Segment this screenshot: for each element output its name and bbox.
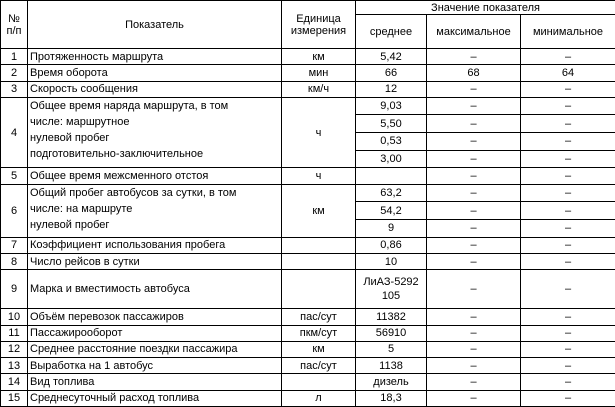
- row-label: Скорость сообщения: [28, 81, 282, 97]
- table-row: [1, 374, 615, 390]
- value-min: –: [521, 325, 615, 341]
- value-min: –: [521, 309, 615, 325]
- row-number: 3: [1, 81, 28, 97]
- value-min: –: [521, 374, 615, 390]
- value-max: –: [427, 341, 521, 357]
- row-label: Число рейсов в сутки: [28, 253, 282, 269]
- row-unit: [282, 374, 356, 390]
- value-min: –: [521, 270, 615, 309]
- value-min: –: [521, 390, 615, 406]
- row-unit: км/ч: [282, 81, 356, 97]
- table-row: [1, 390, 615, 406]
- table-row: [1, 270, 615, 309]
- value-avg: 66: [356, 65, 427, 81]
- table-body: [1, 49, 615, 407]
- row-label: Объём перевозок пассажиров: [28, 309, 282, 325]
- table-row: [1, 325, 615, 341]
- value-min: –: [521, 358, 615, 374]
- row-label: Среднее расстояние поездки пассажира: [28, 341, 282, 357]
- row-label-line: Общий пробег автобусов за сутки, в том: [30, 186, 237, 199]
- value-avg: 1138: [356, 358, 427, 374]
- header-max: максимальное: [427, 15, 521, 49]
- value-avg: 63,2: [356, 184, 427, 202]
- row-unit: км: [282, 341, 356, 357]
- value-min: –: [521, 49, 615, 65]
- row-number: 14: [1, 374, 28, 390]
- value-avg: 18,3: [356, 390, 427, 406]
- value-avg: [356, 270, 427, 309]
- value-min: –: [521, 184, 615, 202]
- value-avg: дизель: [356, 374, 427, 390]
- row-unit: мин: [282, 65, 356, 81]
- value-min: 64: [521, 65, 615, 81]
- value-max: –: [427, 133, 521, 151]
- row-label: Вид топлива: [28, 374, 282, 390]
- value-max: –: [427, 202, 521, 220]
- row-number: 6: [1, 184, 28, 237]
- row-label-line: подготовительно-заключительное: [30, 147, 204, 160]
- value-avg: 5: [356, 341, 427, 357]
- table-row: [1, 49, 615, 65]
- value-max: –: [427, 219, 521, 237]
- value-avg: 5,50: [356, 115, 427, 133]
- row-number: 12: [1, 341, 28, 357]
- row-label: Выработка на 1 автобус: [28, 358, 282, 374]
- value-avg: 0,86: [356, 237, 427, 253]
- table-row: [1, 358, 615, 374]
- header-value-group: Значение показателя: [356, 1, 615, 15]
- header-indicator: Показатель: [28, 1, 282, 49]
- value-avg: 9: [356, 219, 427, 237]
- header-avg: среднее: [356, 15, 427, 49]
- value-max: –: [427, 374, 521, 390]
- value-avg: 9,03: [356, 97, 427, 115]
- row-unit: [282, 237, 356, 253]
- table-row: [1, 81, 615, 97]
- value-avg: 12: [356, 81, 427, 97]
- value-min: –: [521, 133, 615, 151]
- value-avg: 3,00: [356, 150, 427, 168]
- value-avg: 56910: [356, 325, 427, 341]
- row-number: 2: [1, 65, 28, 81]
- value-max: –: [427, 97, 521, 115]
- row-unit: пкм/сут: [282, 325, 356, 341]
- header-num: № п/п: [1, 1, 28, 49]
- value-min: –: [521, 202, 615, 220]
- header-unit: Единица измерения: [282, 1, 356, 49]
- value-avg: 5,42: [356, 49, 427, 65]
- table-row: [1, 97, 615, 115]
- row-number: 7: [1, 237, 28, 253]
- row-number: 5: [1, 168, 28, 184]
- row-label-line: числе: маршрутное: [30, 115, 130, 128]
- value-avg: 11382: [356, 309, 427, 325]
- value-max: –: [427, 358, 521, 374]
- row-number: 15: [1, 390, 28, 406]
- row-unit: ч: [282, 97, 356, 168]
- value-min: –: [521, 168, 615, 184]
- table-row: [1, 184, 615, 202]
- header-min: минимальное: [521, 15, 615, 49]
- table-row: [1, 341, 615, 357]
- row-label: Общее время межсменного отстоя: [28, 168, 282, 184]
- value-max: –: [427, 253, 521, 269]
- row-number: 4: [1, 97, 28, 168]
- table-row: [1, 309, 615, 325]
- row-number: 8: [1, 253, 28, 269]
- row-label-line: числе: на маршруте: [30, 202, 133, 215]
- row-unit: пас/сут: [282, 309, 356, 325]
- value-min: –: [521, 97, 615, 115]
- value-max: –: [427, 325, 521, 341]
- row-label-line: нулевой пробег: [30, 131, 110, 144]
- row-unit: ч: [282, 168, 356, 184]
- row-unit: км: [282, 49, 356, 65]
- value-min: –: [521, 253, 615, 269]
- value-max: –: [427, 309, 521, 325]
- row-label-line: Общее время наряда маршрута, в том: [30, 99, 229, 112]
- row-number: 10: [1, 309, 28, 325]
- row-number: 13: [1, 358, 28, 374]
- value-min: –: [521, 219, 615, 237]
- row-label: Марка и вместимость автобуса: [28, 270, 282, 309]
- value-min: –: [521, 81, 615, 97]
- row-label: [28, 184, 282, 237]
- value-max: –: [427, 184, 521, 202]
- row-unit: км: [282, 184, 356, 237]
- row-label: Пассажирооборот: [28, 325, 282, 341]
- value-min: –: [521, 237, 615, 253]
- value-avg: 10: [356, 253, 427, 269]
- value-max: –: [427, 115, 521, 133]
- row-number: 9: [1, 270, 28, 309]
- row-label: [28, 97, 282, 168]
- value-max: 68: [427, 65, 521, 81]
- row-label: Протяженность маршрута: [28, 49, 282, 65]
- row-number: 11: [1, 325, 28, 341]
- row-unit: [282, 253, 356, 269]
- table-row: [1, 65, 615, 81]
- value-max: –: [427, 390, 521, 406]
- row-unit: [282, 270, 356, 309]
- value-min: –: [521, 150, 615, 168]
- value-avg: 54,2: [356, 202, 427, 220]
- table-row: [1, 168, 615, 184]
- value-min: –: [521, 341, 615, 357]
- value-avg-line: 105: [381, 290, 401, 303]
- table-row: [1, 237, 615, 253]
- row-label-line: нулевой пробег: [30, 218, 110, 231]
- value-max: –: [427, 150, 521, 168]
- value-avg: 0,53: [356, 133, 427, 151]
- value-avg: [356, 168, 427, 184]
- value-max: –: [427, 81, 521, 97]
- row-label: Среднесуточный расход топлива: [28, 390, 282, 406]
- row-label: Коэффициент использования пробега: [28, 237, 282, 253]
- value-max: –: [427, 49, 521, 65]
- row-number: 1: [1, 49, 28, 65]
- value-min: –: [521, 115, 615, 133]
- table-row: [1, 253, 615, 269]
- value-max: –: [427, 270, 521, 309]
- row-label: Время оборота: [28, 65, 282, 81]
- row-unit: л: [282, 390, 356, 406]
- row-unit: пас/сут: [282, 358, 356, 374]
- value-max: –: [427, 168, 521, 184]
- value-avg-line: ЛиАЗ-5292: [363, 276, 419, 289]
- value-max: –: [427, 237, 521, 253]
